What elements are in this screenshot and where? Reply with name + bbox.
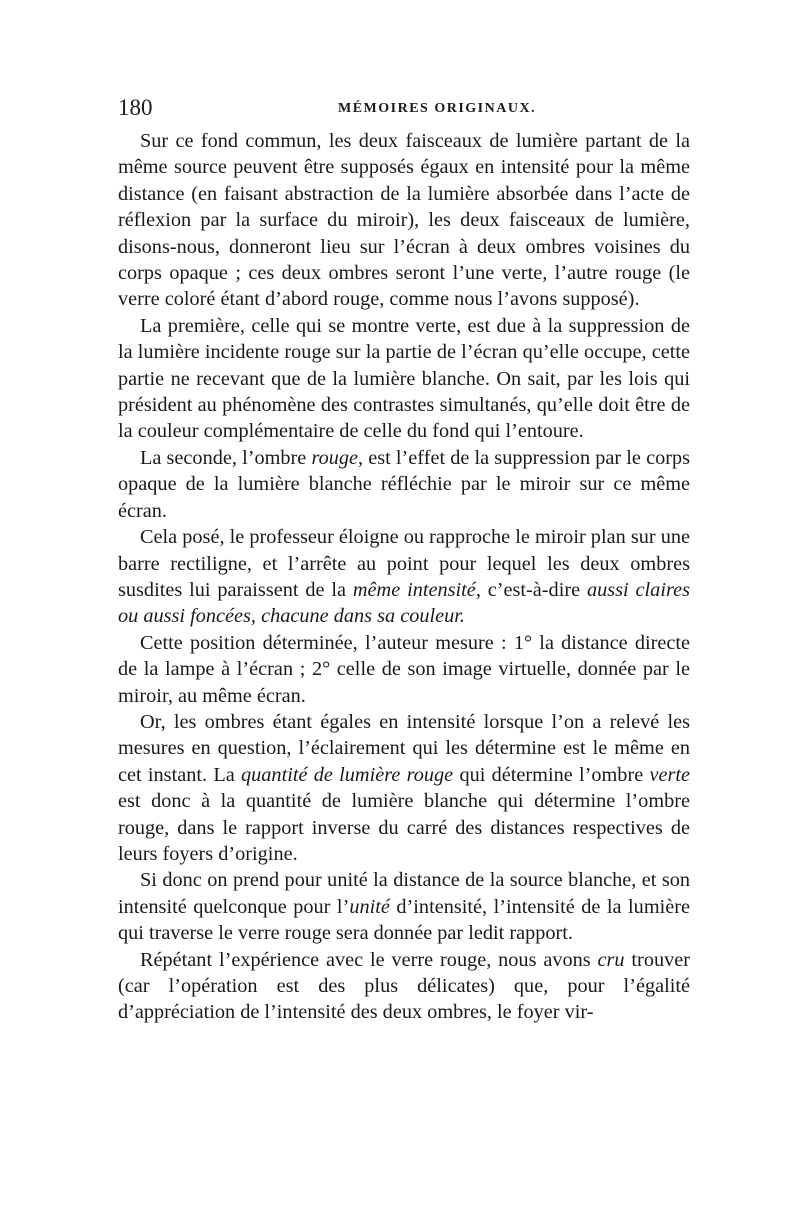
text-run: d’intensité, l’intensité de la lumière qui traverse le verre rouge sera donnée par ledit rapport.: [118, 895, 690, 945]
italic-text: verte: [649, 763, 691, 786]
text-run: Cela posé, le professeur éloigne ou rapproche le miroir plan sur une barre rectiligne, et l’arrête au point pour lequel les deux ombres susdites lui paraissent de la: [118, 526, 690, 601]
text-run: Cette position déterminée, l’auteur mesure : 1° la distance directe de la lampe à l’écran ; 2° celle de son image virtuelle, donnée par le miroir, au même écran.: [118, 631, 690, 707]
text-run: La seconde, l’ombre: [140, 446, 312, 469]
text-run: est donc à la quantité de lumière blanche qui détermine l’ombre rouge, dans le rapport inverse du carré des distances respectives de leurs foyers d’origine.: [118, 790, 690, 865]
paragraph: [118, 313, 690, 445]
text-run: trouver (car l’opération est des plus délicates) que, pour l’égalité d’appréciation de l’intensité des deux ombres, le foyer vir-: [118, 948, 690, 1024]
paragraph: [118, 128, 690, 313]
italic-text: cru: [597, 948, 625, 971]
text-run: Or, les ombres étant égales en intensité lorsque l’on a relevé les mesures en question, l’éclairement qui les détermine est le même en cet instant. La: [118, 710, 690, 786]
text-run: Si donc on prend pour unité la distance de la source blanche, et son intensité quelconque pour l’: [118, 869, 690, 918]
italic-text: quantité de lumière rouge: [241, 763, 454, 786]
italic-text: aussi claires ou aussi foncées, chacune dans sa couleur.: [118, 578, 690, 628]
running-head: MÉMOIRES ORIGINAUX.: [338, 101, 537, 116]
page-header: [118, 95, 688, 125]
paragraph: [118, 947, 690, 1026]
paragraph: [118, 709, 690, 867]
text-run: , est l’effet de la suppression par le corps opaque de la lumière blanche réfléchie par le miroir sur ce même écran.: [118, 446, 690, 522]
page-number: 180: [118, 95, 153, 120]
italic-text: rouge: [311, 446, 359, 469]
paragraph: [118, 524, 690, 630]
text-run: qui détermine l’ombre: [453, 763, 650, 786]
text-run: , c’est-à-dire: [475, 578, 587, 601]
text-run: Répétant l’expérience avec le verre rouge, nous avons: [140, 948, 598, 971]
italic-text: unité: [349, 895, 390, 918]
body-text: [118, 128, 690, 1026]
text-run: Sur ce fond commun, les deux faisceaux de lumière partant de la même source peuvent être supposés égaux en intensité pour la même distance (en faisant abstraction de la lumière absorbée dans l’acte de réflexion par la surface du miroir), les deux faisceaux de lumière, disons-nous, donneront lieu sur l’écran à deux ombres voisines du corps opaque ; ces deux ombres seront l’une verte, l’autre rouge (le verre coloré étant d’abord rouge, comme nous l’avons supposé).: [118, 130, 690, 311]
paragraph: [118, 630, 690, 709]
text-run: La première, celle qui se montre verte, est due à la suppression de la lumière incidente rouge sur la partie de l’écran qu’elle occupe, cette partie ne recevant que de la lumière blanche. On sait, par les lois qui président au phénomène des contrastes simultanés, qu’elle doit être de la couleur complémentaire de celle du fond qui l’entoure.: [118, 314, 690, 443]
paragraph: [118, 445, 690, 524]
paragraph: [118, 867, 690, 946]
italic-text: même intensité: [352, 578, 476, 601]
